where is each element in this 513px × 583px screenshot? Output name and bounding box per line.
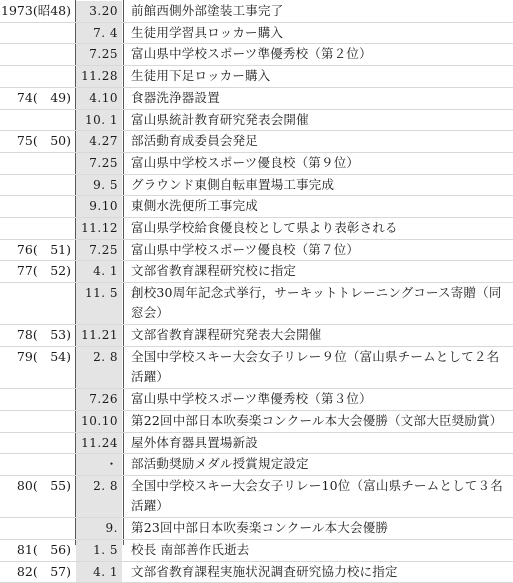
date-cell: 2. 8	[76, 476, 122, 518]
table-row	[0, 66, 513, 88]
date-cell: 4.10	[76, 88, 122, 110]
event-cell: 東側水洗便所工事完成	[131, 198, 259, 214]
event-cell: 創校30周年記念式挙行，サーキットトレーニングコース寄贈（同窓会）	[131, 285, 502, 321]
event-cell: 文部省教育課程実施状況調査研究協力校に指定	[131, 563, 398, 579]
table-row	[0, 110, 513, 132]
event-cell: グラウンド東側自転車置場工事完成	[131, 176, 335, 192]
table-row	[0, 23, 513, 45]
date-cell: 10.10	[76, 411, 122, 433]
event-cell: 富山県中学校スポーツ優良校（第９位）	[131, 154, 360, 170]
table-row	[0, 196, 513, 218]
year-cell: 74( 49)	[16, 89, 71, 105]
date-cell: 9.	[76, 518, 122, 540]
date-cell: 1. 5	[76, 540, 122, 562]
event-cell: 部活動育成委員会発足	[131, 133, 259, 149]
table-row	[0, 540, 513, 562]
year-cell: 77( 52)	[16, 263, 71, 279]
table-row	[0, 454, 513, 476]
event-cell: 第22回中部日本吹奏楽コンクール本大会優勝（文部大臣奨励賞）	[131, 412, 503, 428]
event-cell: 全国中学校スキー大会女子リレー９位（富山県チームとして２名活躍）	[131, 349, 500, 384]
table-row	[0, 44, 513, 66]
table-row	[0, 153, 513, 175]
date-cell: 2. 8	[76, 347, 122, 389]
date-cell: 7. 4	[76, 23, 122, 45]
year-cell: 82( 57)	[16, 563, 71, 579]
date-cell: 9.10	[76, 196, 122, 218]
table-row	[0, 175, 513, 197]
event-cell: 第23回中部日本吹奏楽コンクール本大会優勝	[131, 520, 389, 536]
year-cell: 75( 50)	[16, 133, 71, 149]
date-cell: 11.21	[76, 325, 122, 347]
date-cell: 11.28	[76, 66, 122, 88]
date-cell: 4. 1	[76, 261, 122, 283]
date-cell: 7.25	[76, 153, 122, 175]
event-cell: 富山県中学校スポーツ準優秀校（第３位）	[131, 391, 372, 407]
date-cell: 7.25	[76, 240, 122, 262]
table-row	[0, 389, 513, 411]
event-cell: 生徒用学習具ロッカー購入	[131, 24, 284, 40]
table-row	[0, 347, 513, 389]
year-cell: 76( 51)	[16, 241, 71, 257]
event-cell: 富山県学校給食優良校として県より表彰される	[131, 220, 398, 235]
date-cell: 7.26	[76, 389, 122, 411]
event-cell: 校長 南部善作氏逝去	[131, 541, 250, 557]
date-cell: 9. 5	[76, 175, 122, 197]
date-cell: ・	[76, 454, 122, 476]
table-row	[0, 411, 513, 433]
event-cell: 文部省教育課程研究校に指定	[131, 263, 297, 279]
table-row	[0, 476, 513, 518]
event-cell: 富山県統計教育研究発表会開催	[131, 111, 309, 127]
date-cell: 11. 5	[76, 283, 122, 325]
year-cell: 1973(昭48)	[1, 3, 71, 18]
event-cell: 部活動奨励メダル授賞規定設定	[131, 456, 309, 472]
date-cell: 11.12	[76, 218, 122, 240]
year-cell: 80( 55)	[16, 478, 71, 493]
date-cell: 11.24	[76, 433, 122, 455]
year-cell: 78( 53)	[16, 327, 71, 343]
date-cell: 3.20	[76, 1, 122, 23]
date-cell: 10. 1	[76, 110, 122, 132]
event-cell: 全国中学校スキー大会女子リレー10位（富山県チームとして３名活躍）	[131, 478, 503, 513]
table-row	[0, 325, 513, 347]
event-cell: 屋外体育器具置場新設	[131, 434, 259, 450]
table-row	[0, 261, 513, 283]
table-row	[0, 518, 513, 540]
table-row	[0, 562, 513, 583]
event-cell: 食器洗浄器設置	[131, 89, 220, 105]
event-cell: 富山県中学校スポーツ準優秀校（第２位）	[131, 46, 372, 62]
table-row	[0, 88, 513, 110]
table-row	[0, 1, 513, 23]
event-cell: 前館西側外部塗装工事完了	[131, 3, 284, 18]
table-row	[0, 240, 513, 262]
table-row	[0, 218, 513, 240]
date-cell: 7.25	[76, 44, 122, 66]
event-cell: 生徒用下足ロッカー購入	[131, 68, 271, 84]
table-row	[0, 433, 513, 455]
date-cell: 4.27	[76, 131, 122, 153]
event-cell: 富山県中学校スポーツ優良校（第７位）	[131, 241, 360, 257]
event-cell: 文部省教育課程研究発表大会開催	[131, 327, 322, 343]
year-cell: 81( 56)	[16, 541, 71, 557]
table-row	[0, 131, 513, 153]
year-cell: 79( 54)	[16, 349, 71, 364]
table-row	[0, 283, 513, 325]
date-cell: 4. 1	[76, 562, 122, 583]
